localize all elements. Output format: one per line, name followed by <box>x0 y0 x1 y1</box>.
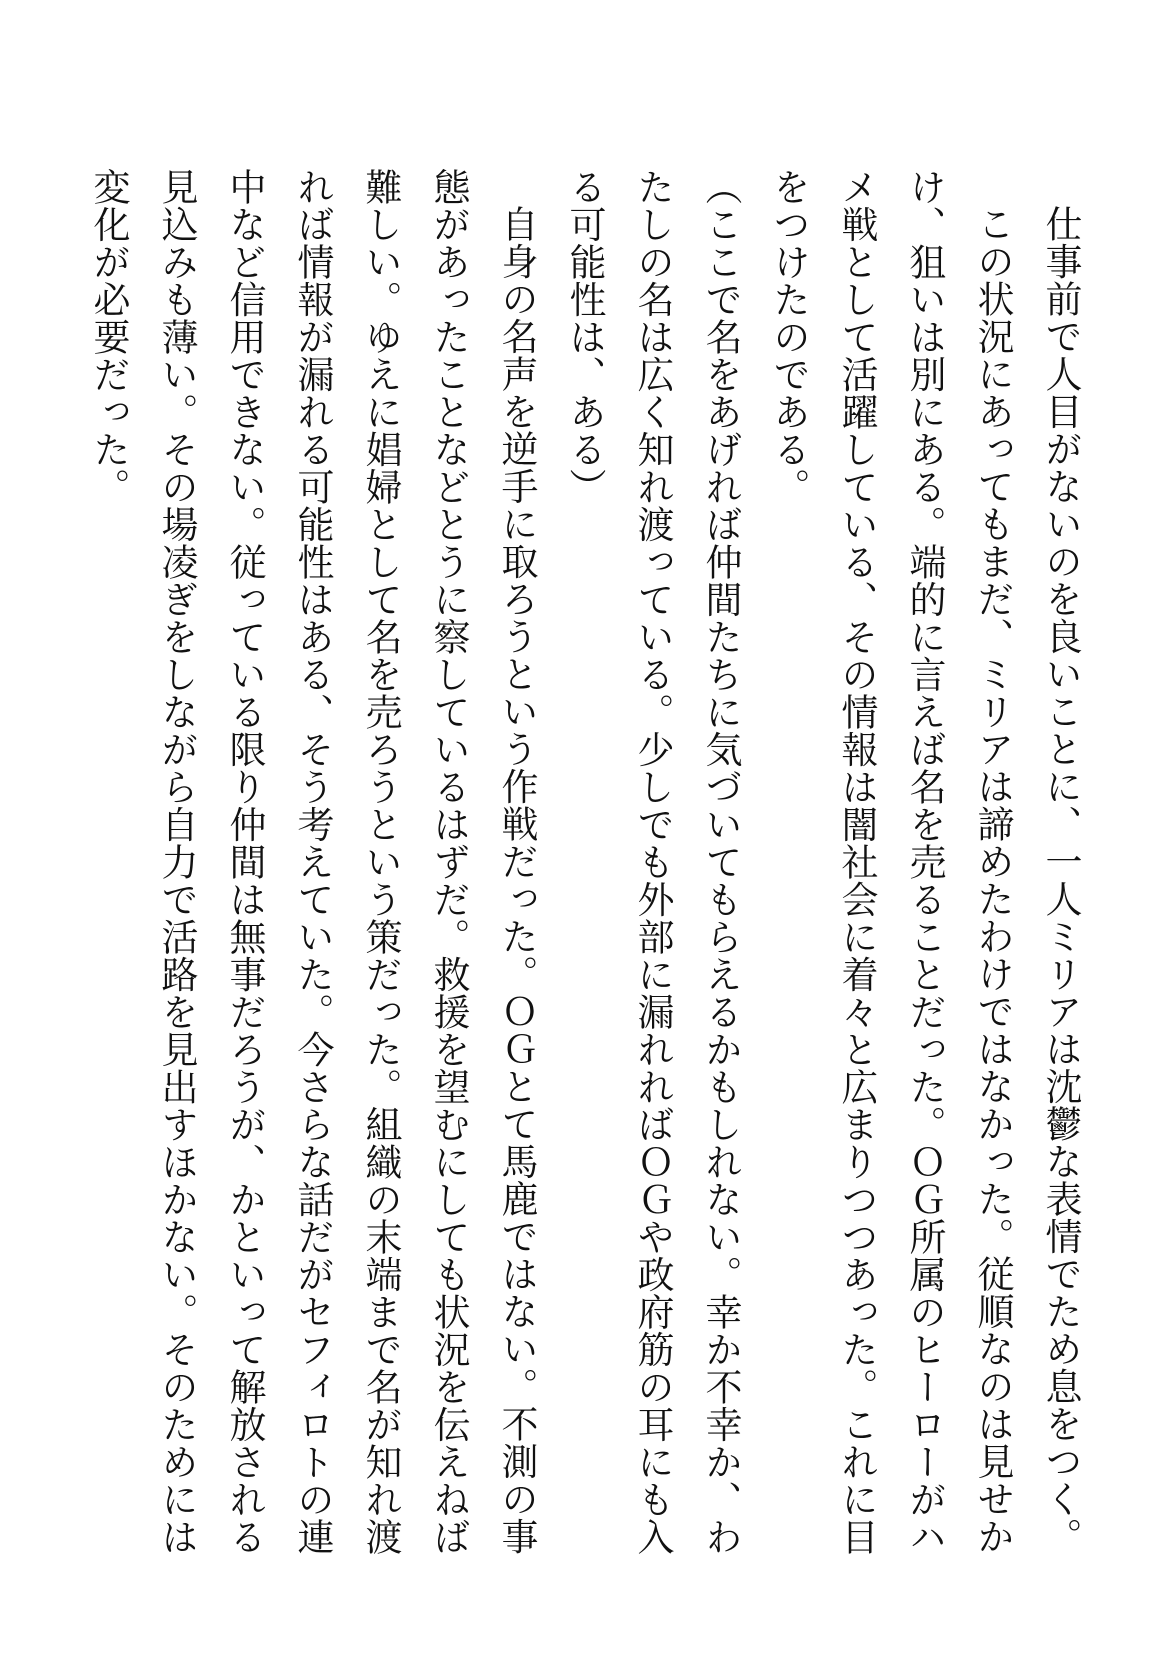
vertical-text-body <box>74 168 1094 1558</box>
paragraph-4: 自身の名声を逆手に取ろうという作戦だった。ＯＧとて馬鹿ではない。不測の事態があったことなどとうに察しているはずだ。救援を望むにしても状況を伝えねば難しい。ゆえに娼婦として名を売ろうという策だった。組織の末端まで名が知れ渡れば情報が漏れる可能性はある、そう考えていた。今さらな話だがセフィロトの連中など信用できない。従っている限り仲間は無事だろうが、かといって解放される見込みも薄い。その場凌ぎをしながら自力で活路を見出すほかない。そのためには変化が必要だった。 <box>87 168 538 1556</box>
paragraph-2: この状況にあってもまだ、ミリアは諦めたわけではなかった。従順なのは見せかけ、狙いは別にある。端的に言えば名を売ることだった。ＯＧ所属のヒーローがハメ戦として活躍している、その情報は闇社会に着々と広まりつつあった。これに目をつけたのである。 <box>767 168 1014 1556</box>
paragraph-3-inner-thought: （ここで名をあげれば仲間たちに気づいてもらえるかもしれない。幸か不幸か、わたしの名は広く知れ渡っている。少しでも外部に漏れればＯＧや政府筋の耳にも入る可能性は、ある） <box>563 168 742 1556</box>
paragraph-1: 仕事前で人目がないのを良いことに、一人ミリアは沈鬱な表情でため息をつく。 <box>1039 205 1082 1555</box>
